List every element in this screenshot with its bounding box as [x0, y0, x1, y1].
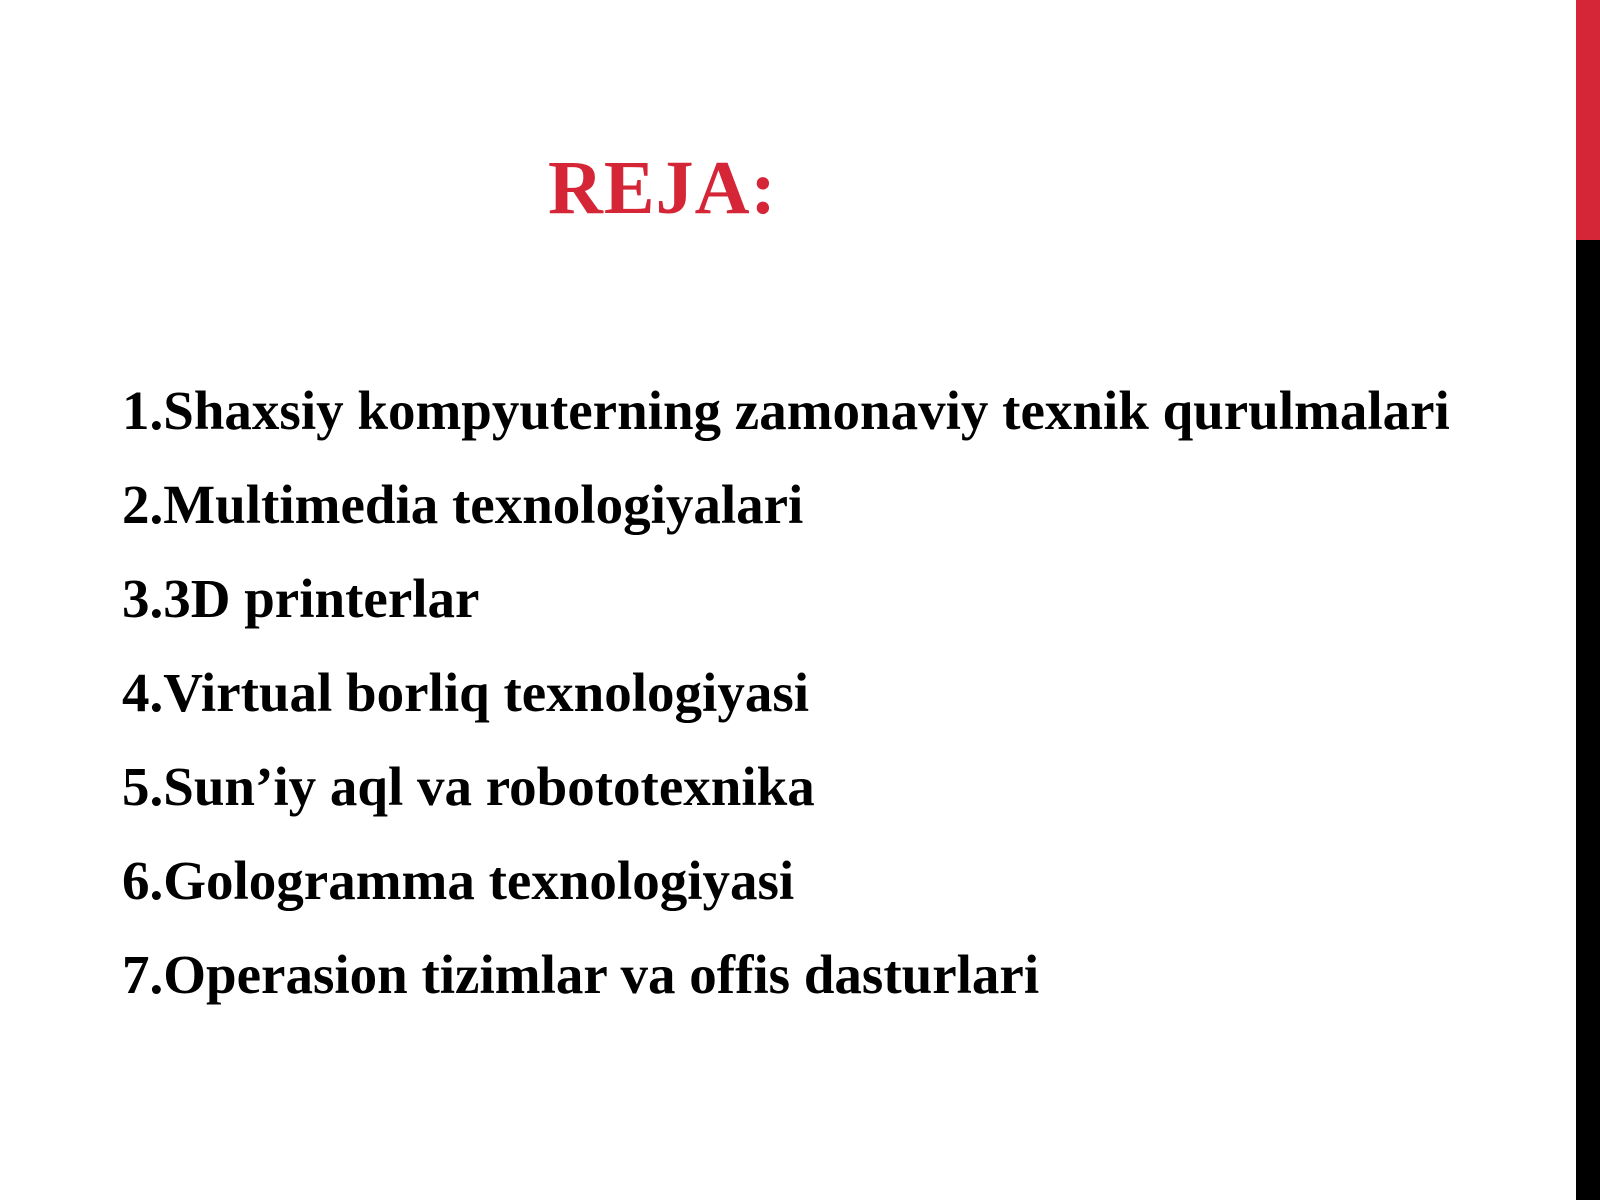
plan-item-1: 1.Shaxsiy kompyuterning zamonaviy texnik qurulmalari — [122, 380, 1450, 441]
plan-item-6: 6.Gologramma texnologiyasi — [122, 850, 795, 911]
side-bar-accent — [1576, 0, 1600, 240]
side-bar — [1576, 0, 1600, 1200]
plan-list — [122, 364, 1450, 1022]
plan-item-2: 2.Multimedia texnologiyalari — [122, 474, 804, 535]
plan-item-7: 7.Operasion tizimlar va offis dasturlari — [122, 944, 1040, 1005]
plan-item-3: 3.3D printerlar — [122, 568, 480, 629]
plan-item-5: 5.Sun’iy aql va robototexnika — [122, 756, 815, 817]
slide-title: REJA: — [548, 146, 777, 230]
plan-item-4: 4.Virtual borliq texnologiyasi — [122, 662, 810, 723]
